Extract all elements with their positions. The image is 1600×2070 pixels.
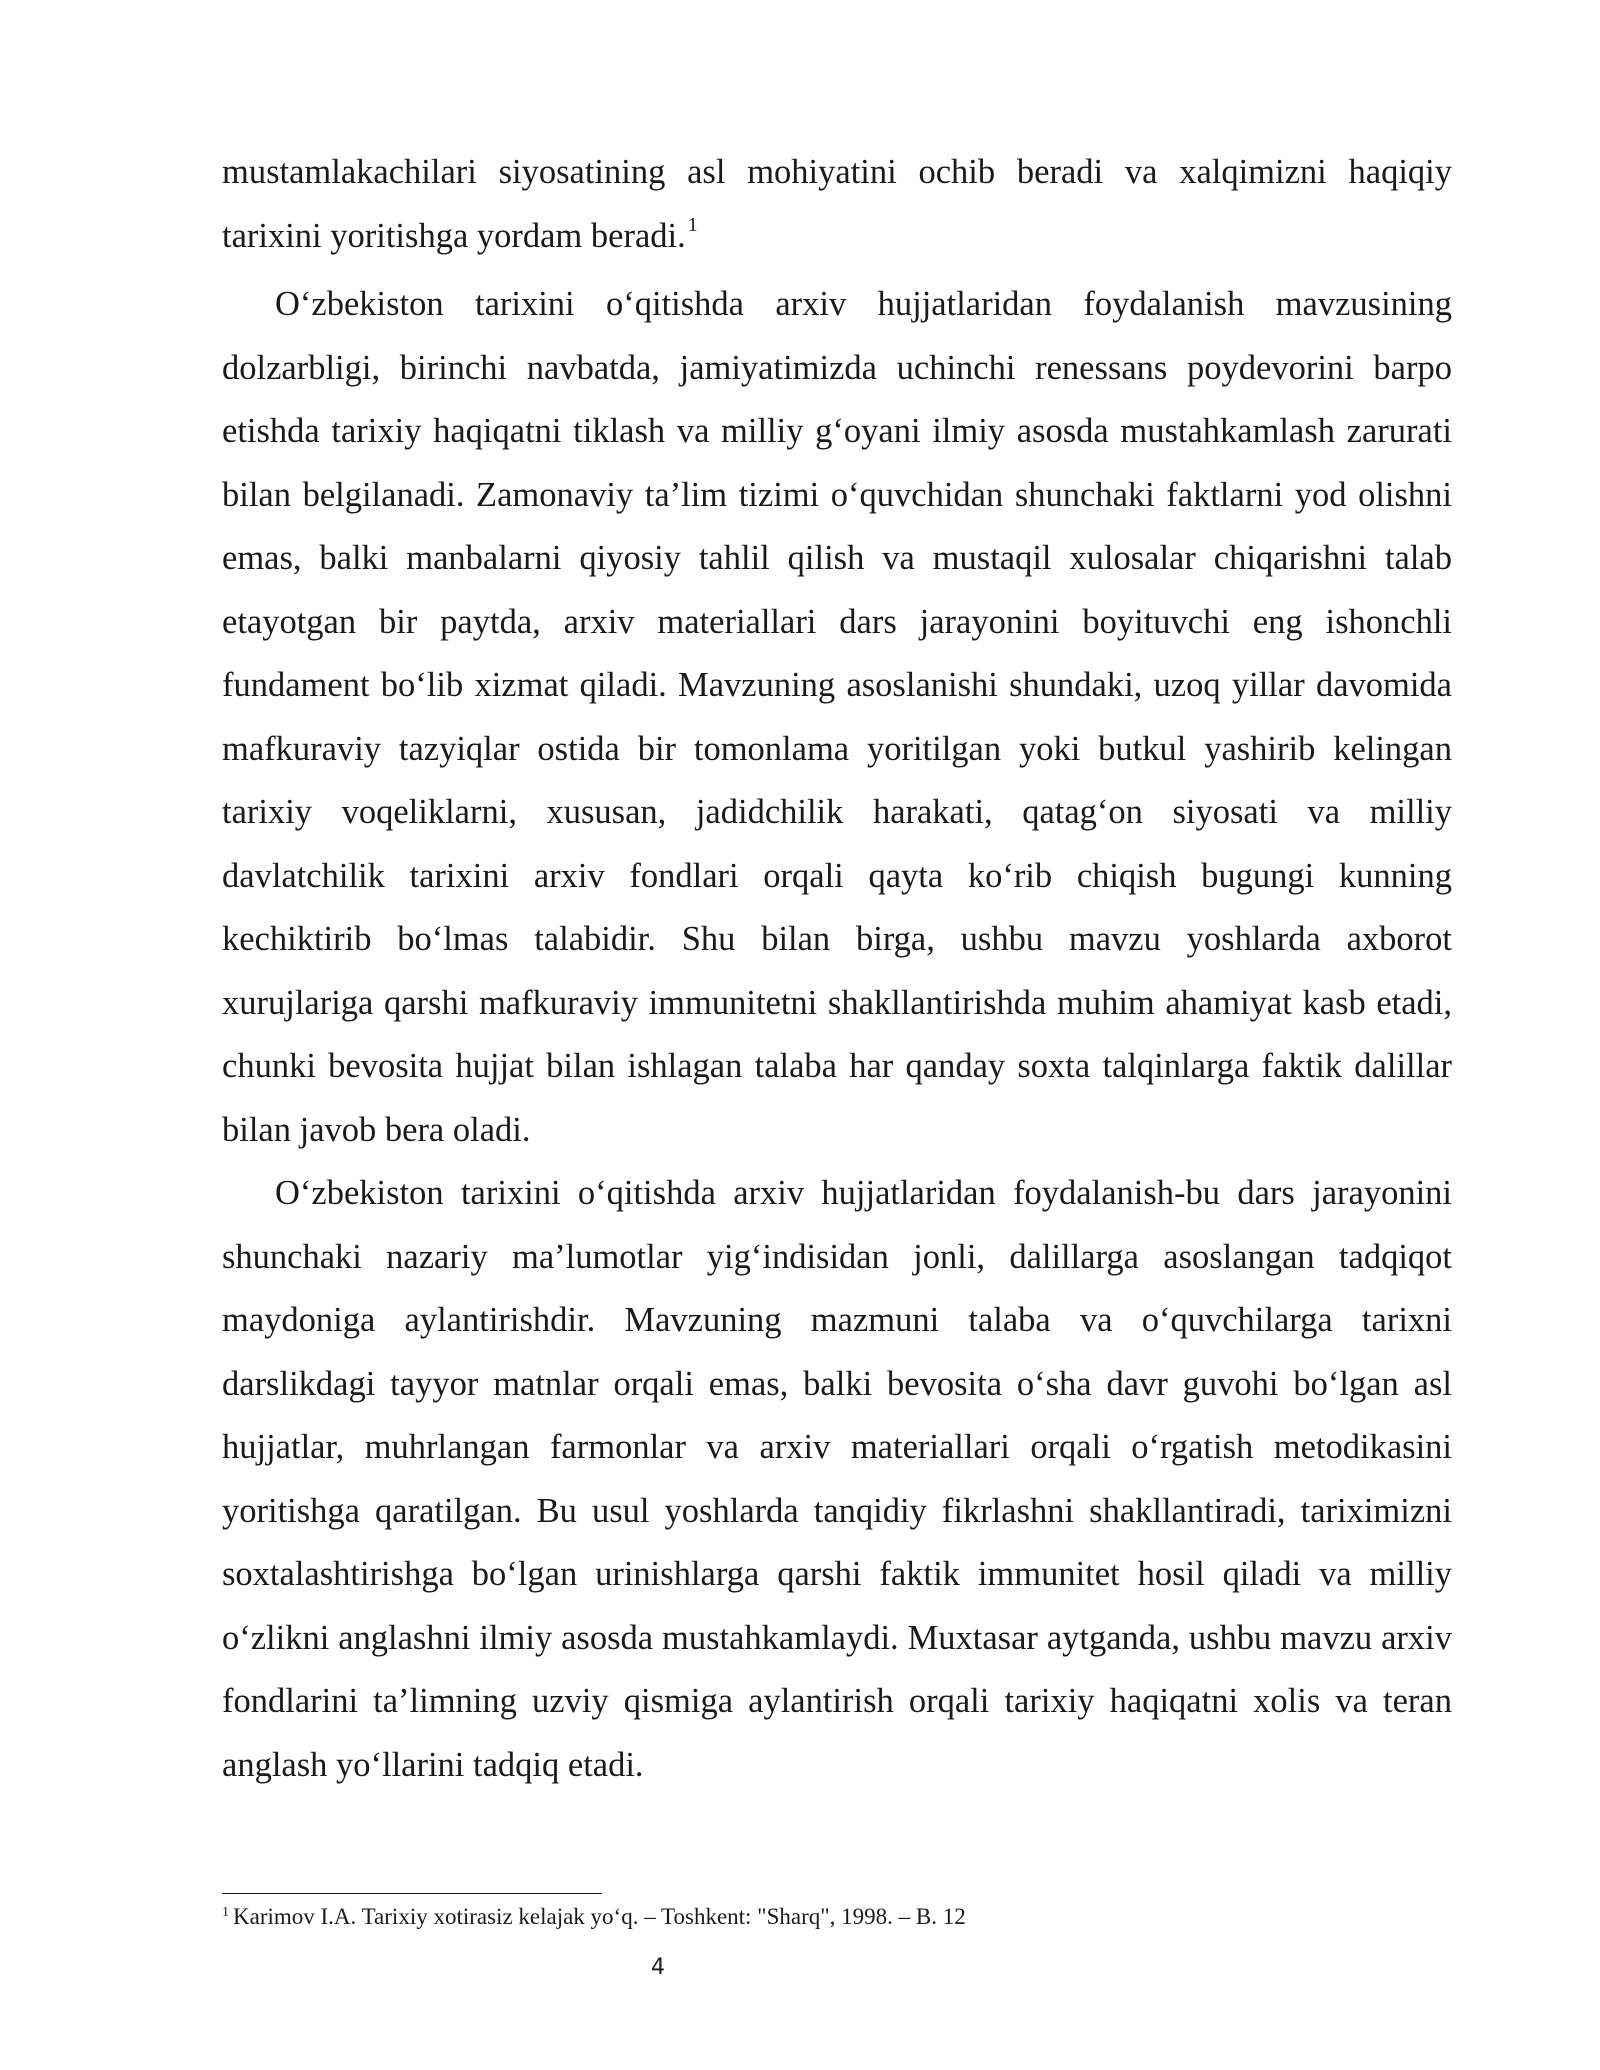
footnote-text: Karimov I.A. Tarixiy xotirasiz kelajak yo‘q. – Toshkent: "Sharq", 1998. – B. 12	[233, 1904, 966, 1929]
paragraph-relevance: O‘zbekiston tarixini o‘qitishda arxiv hujjatlaridan foydalanish mavzusining dolzarbligi, birinchi navbatda, jamiyatimizda uchinchi renessans poydevorini barpo etishda tarixiy haqiqatni tiklash va milliy g‘oyani ilmiy asosda mustahkamlash zarurati bilan belgilanadi. Zamonaviy ta’lim tizimi o‘quvchidan shunchaki faktlarni yod olishni emas, balki manbalarni qiyosiy tahlil qilish va mustaqil xulosalar chiqarishni talab etayotgan bir paytda, arxiv materiallari dars jarayonini boyituvchi eng ishonchli fundament bo‘lib xizmat qiladi. Mavzuning asoslanishi shundaki, uzoq yillar davomida mafkuraviy tazyiqlar ostida bir tomonlama yoritilgan yoki butkul yashirib kelingan tarixiy voqeliklarni, xususan, jadidchilik harakati, qatag‘on siyosati va milliy davlatchilik tarixini arxiv fondlari orqali qayta ko‘rib chiqish bugungi kunning kechiktirib bo‘lmas talabidir. Shu bilan birga, ushbu mavzu yoshlarda axborot xurujlariga qarshi mafkuraviy immunitetni shakllantirishda muhim ahamiyat kasb etadi, chunki bevosita hujjat bilan ishlagan talaba har qanday soxta talqinlarga faktik dalillar bilan javob bera oladi.	[222, 285, 1452, 1149]
paragraph-text: mustamlakachilari siyosatining asl mohiyatini ochib beradi va xalqimizni haqiqiy tarixini yoritishga yordam beradi.	[222, 153, 1452, 255]
body-text	[222, 141, 1452, 1797]
page-number: 4	[651, 1955, 665, 1980]
footnote-separator	[222, 1893, 602, 1894]
paragraph-content: O‘zbekiston tarixini o‘qitishda arxiv hujjatlaridan foydalanish-bu dars jarayonini shunchaki nazariy ma’lumotlar yig‘indisidan jonli, dalillarga asoslangan tadqiqot maydoniga aylantirishdir. Mavzuning mazmuni talaba va o‘quvchilarga tarixni darslikdagi tayyor matnlar orqali emas, balki bevosita o‘sha davr guvohi bo‘lgan asl hujjatlar, muhrlangan farmonlar va arxiv materiallari orqali o‘rgatish metodikasini yoritishga qaratilgan. Bu usul yoshlarda tanqidiy fikrlashni shakllantiradi, tariximizni soxtalashtirishga bo‘lgan urinishlarga qarshi faktik immunitet hosil qiladi va milliy o‘zlikni anglashni ilmiy asosda mustahkamlaydi. Muxtasar aytganda, ushbu mavzu arxiv fondlarini ta’limning uzviy qismiga aylantirish orqali tarixiy haqiqatni xolis va teran anglash yo‘llarini tadqiq etadi.	[222, 1174, 1452, 1784]
footnote	[222, 1899, 1452, 1939]
paragraph-continuation	[222, 141, 1452, 273]
footnote-reference: 1	[687, 213, 698, 236]
footnote-mark: 1	[222, 1905, 229, 1920]
